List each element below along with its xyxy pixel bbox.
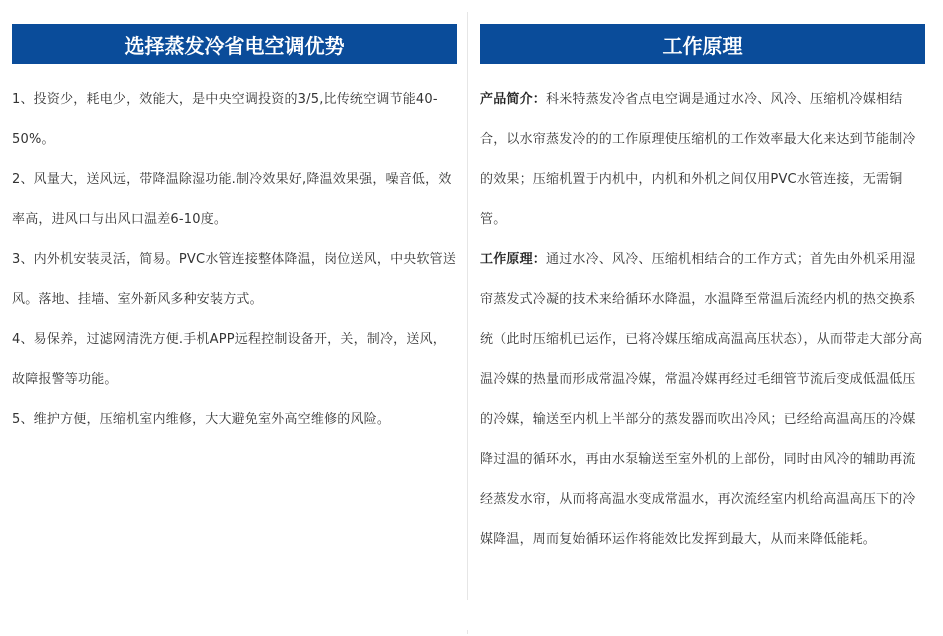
principle-text: 通过水冷、风冷、压缩机相结合的工作方式；首先由外机采用湿帘蒸发式冷凝的技术来给循环水降温，水温降至常温后流经内机的热交换系统（此时压缩机已运作，已将冷媒压缩成高温高压状态），从而带走大部分高温冷媒的热量而形成常温冷媒，常温冷媒再经过毛细管节流后变成低温低压的冷媒，输送至内机上半部分的蒸发器而吹出冷风；已经给高温高压的冷媒降过温的循环水，再由水泵输送至室外机的上部份，同时由风冷的辅助再流经蒸发水帘，从而将高温水变成常温水，再次流经室内机给高温高压下的冷媒降温，周而复始循环运作将能效比发挥到最大，从而来降低能耗。: [480, 252, 923, 547]
principle-paragraph: [480, 240, 925, 560]
working-principle-header: 工作原理: [480, 24, 925, 64]
working-principle-section: [480, 24, 925, 560]
advantages-header: 选择蒸发冷省电空调优势: [12, 24, 457, 64]
principle-label: 工作原理：: [480, 252, 547, 267]
advantages-list: [12, 80, 457, 440]
product-intro-paragraph: [480, 80, 925, 240]
advantages-section: [12, 24, 457, 440]
column-divider: [467, 12, 468, 600]
advantage-item: 1、投资少，耗电少，效能大，是中央空调投资的3/5,比传统空调节能40-50%。: [12, 92, 438, 147]
product-intro-label: 产品简介：: [480, 92, 547, 107]
advantage-item: 2、风量大，送风远，带降温除湿功能.制冷效果好,降温效果强，噪音低，效率高，进风口与出风口温差6-10度。: [12, 172, 452, 227]
column-divider-tail: [467, 630, 468, 634]
advantage-item: 5、维护方便，压缩机室内维修，大大避免室外高空维修的风险。: [12, 412, 391, 427]
product-intro-text: 科米特蒸发冷省点电空调是通过水冷、风冷、压缩机冷媒相结合，以水帘蒸发冷的的工作原理使压缩机的工作效率最大化来达到节能制冷的效果；压缩机置于内机中，内机和外机之间仅用PVC水管连接，无需铜管。: [480, 92, 916, 227]
working-principle-body: [480, 80, 925, 560]
advantage-item: 3、内外机安装灵活，简易。PVC水管连接整体降温，岗位送风，中央软管送风。落地、挂墙、室外新风多种安装方式。: [12, 252, 457, 307]
advantage-item: 4、易保养，过滤网清洗方便.手机APP远程控制设备开，关，制冷，送风，故障报警等功能。: [12, 332, 446, 387]
